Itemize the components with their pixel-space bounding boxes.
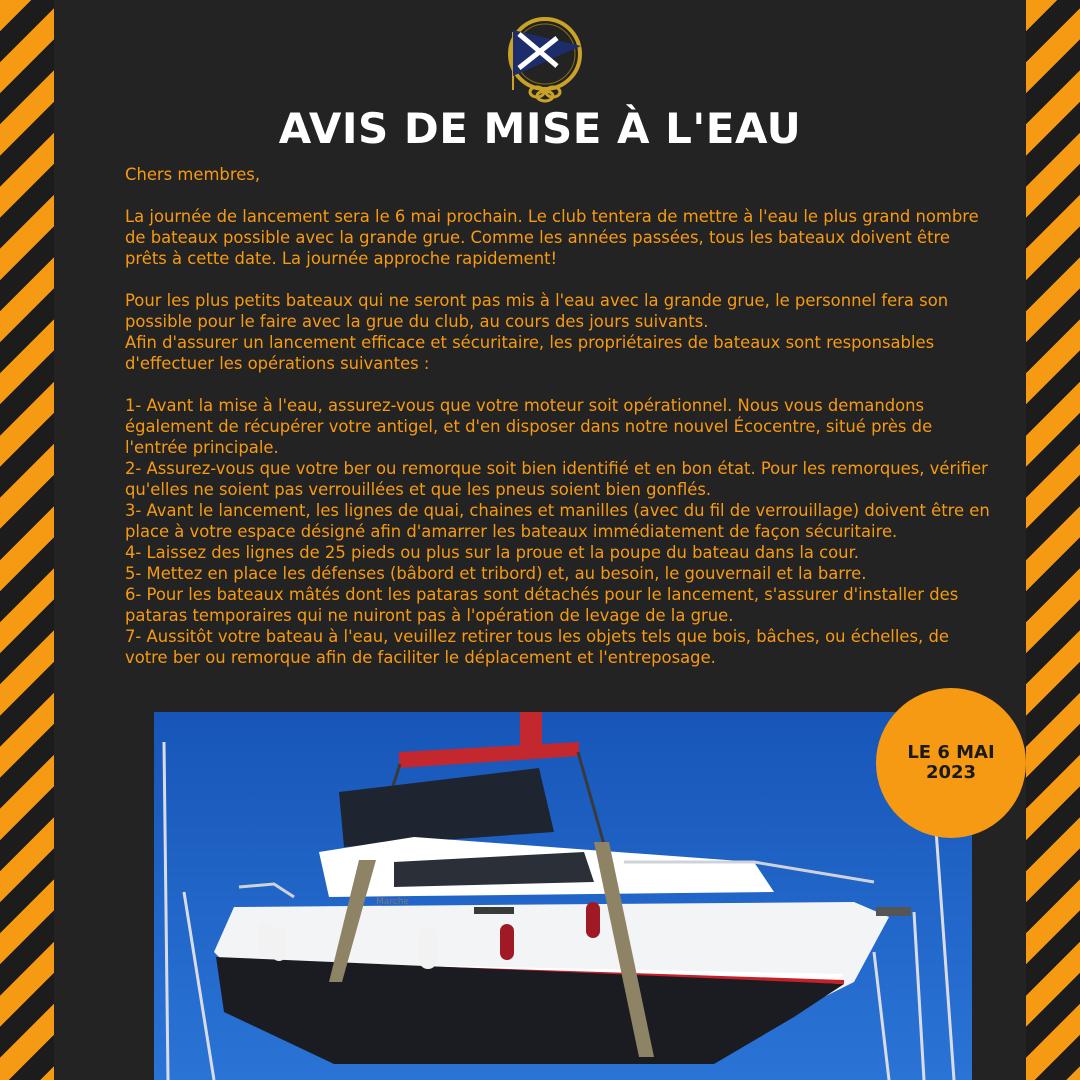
club-burgee-logo (505, 12, 585, 104)
steps-list (125, 395, 995, 668)
boat-name-label: Marche (376, 897, 409, 907)
paragraph-small-boats (125, 290, 995, 374)
step-5: 5- Mettez en place les défenses (bâbord et tribord) et, au besoin, le gouvernail et la barre. (125, 564, 867, 583)
step-3: 3- Avant le lancement, les lignes de quai, chaines et manilles (avec du fil de verrouillage) doivent être en place à votre espace désigné afin d'amarrer les bateaux immédiatement de façon sécuritaire. (125, 501, 990, 541)
step-1: 1- Avant la mise à l'eau, assurez-vous que votre moteur soit opérationnel. Nous vous demandons également de récupérer votre antigel, et d'en disposer dans notre nouvel Écocentre, situé près de l'entrée principale. (125, 396, 933, 457)
badge-date: LE 6 MAI (907, 742, 995, 763)
step-7: 7- Aussitôt votre bateau à l'eau, veuillez retirer tous les objets tels que bois, bâches, ou échelles, de votre ber ou remorque afin de faciliter le déplacement et l'entreposage. (125, 627, 949, 667)
hazard-stripe-left (0, 0, 54, 1080)
step-6: 6- Pour les bateaux mâtés dont les pataras sont détachés pour le lancement, s'assurer d'installer des pataras temporaires qui ne nuiront pas à l'opération de levage de la grue. (125, 585, 959, 625)
paragraph-small-boats-b: Afin d'assurer un lancement efficace et sécuritaire, les propriétaires de bateaux sont responsables d'effectuer les opérations suivantes : (125, 333, 935, 373)
step-2: 2- Assurez-vous que votre ber ou remorque soit bien identifié et en bon état. Pour les remorques, vérifier qu'elles ne soient pas verrouillées et que les pneus soient bien gonflés. (125, 459, 988, 499)
launch-date-badge (876, 688, 1026, 838)
page-title: AVIS DE MISE À L'EAU (278, 104, 802, 153)
boat-lift-photo (154, 712, 972, 1080)
step-4: 4- Laissez des lignes de 25 pieds ou plus sur la proue et la poupe du bateau dans la cour. (125, 543, 860, 562)
greeting: Chers membres, (125, 165, 261, 184)
paragraph-launch-day: La journée de lancement sera le 6 mai prochain. Le club tentera de mettre à l'eau le plus grand nombre de bateaux possible avec la grande grue. Comme les années passées, tous les bateaux doivent être prêts à cette date. La journée approche rapidement! (125, 207, 979, 268)
paragraph-small-boats-a: Pour les plus petits bateaux qui ne seront pas mis à l'eau avec la grande grue, le personnel fera son possible pour le faire avec la grue du club, au cours des jours suivants. (125, 291, 949, 331)
hazard-stripe-right (1026, 0, 1080, 1080)
badge-year: 2023 (925, 762, 977, 783)
notice-body (125, 164, 995, 668)
